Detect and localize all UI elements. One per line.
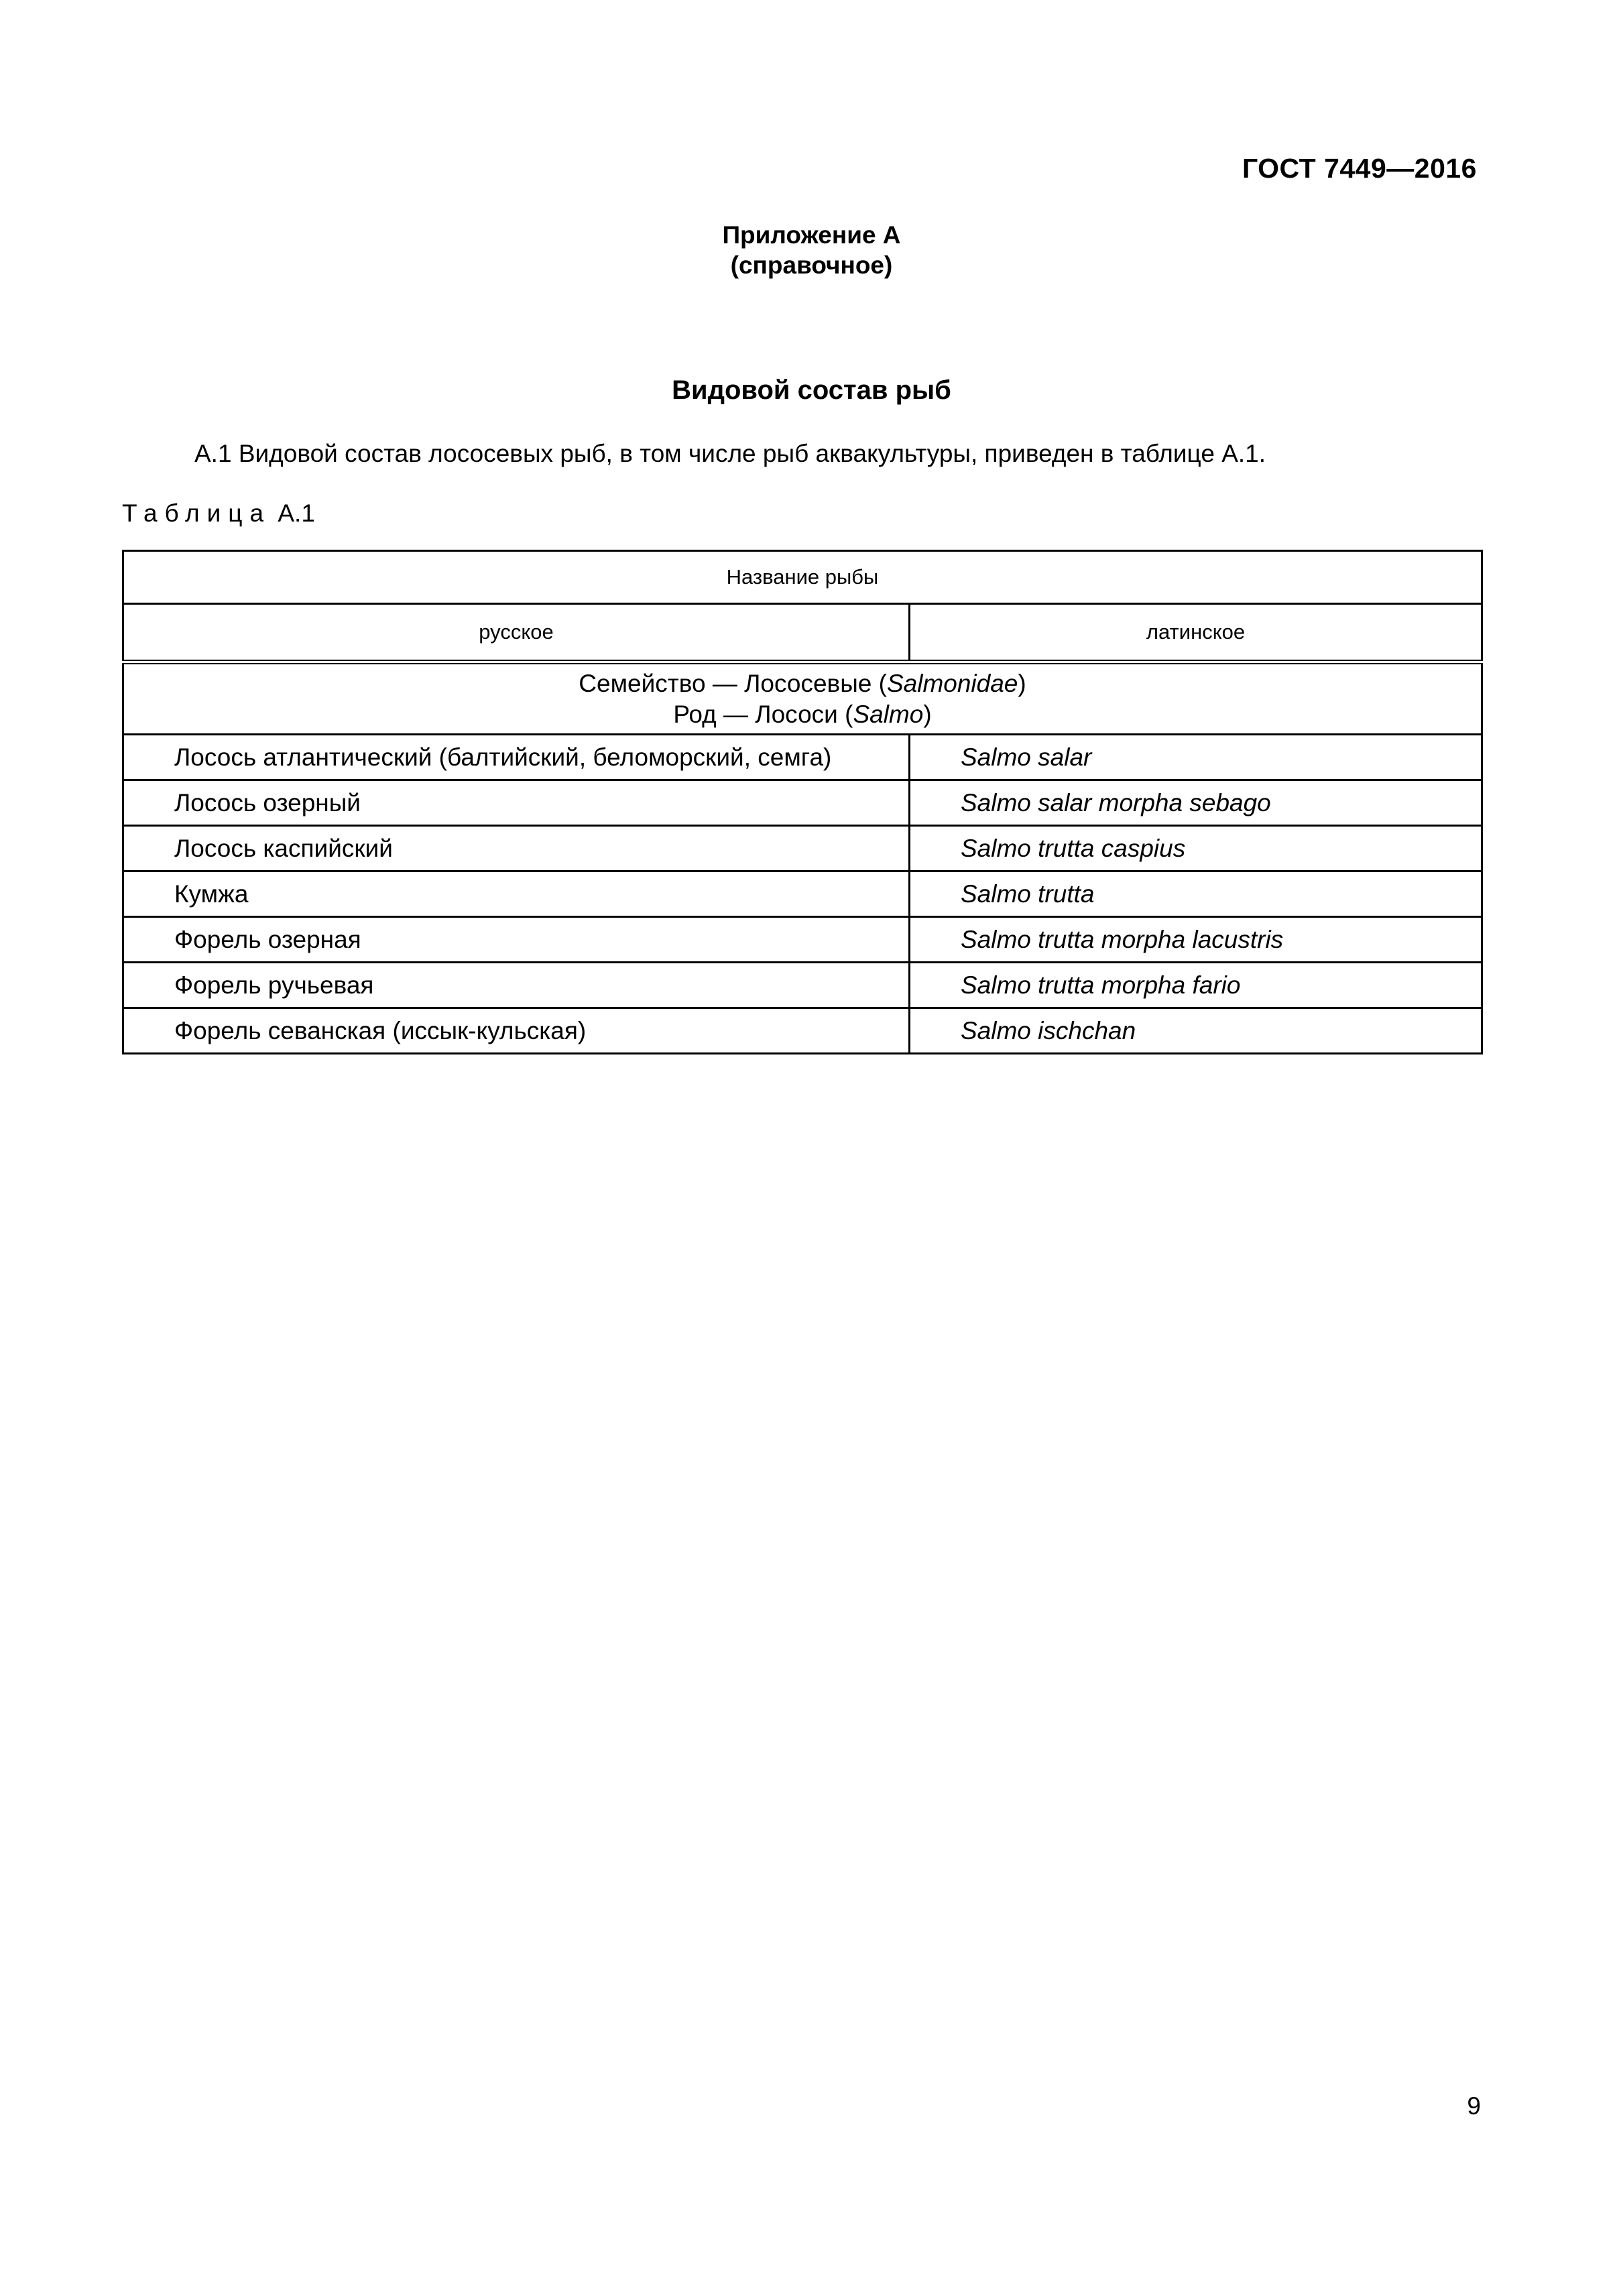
table-row: [123, 871, 1482, 917]
table-row: [123, 826, 1482, 871]
latin-name-cell: Salmo salar morpha sebago: [910, 780, 1482, 826]
column-header-russian: русское: [123, 604, 910, 662]
table-caption-number: А.1: [278, 499, 315, 527]
latin-name-cell: Salmo trutta caspius: [910, 826, 1482, 871]
table-row: [123, 963, 1482, 1008]
genus-latin: Salmo: [853, 700, 924, 728]
table-header-fish-name: Название рыбы: [123, 551, 1482, 604]
latin-name-cell: Salmo trutta morpha fario: [910, 963, 1482, 1008]
column-header-latin: латинское: [910, 604, 1482, 662]
latin-name-cell: Salmo trutta morpha lacustris: [910, 917, 1482, 963]
latin-name-cell: Salmo ischchan: [910, 1008, 1482, 1054]
latin-name-cell: Salmo salar: [910, 735, 1482, 780]
table-caption-word: Таблица: [122, 499, 272, 527]
genus-close: ): [923, 700, 932, 728]
fish-species-table: [122, 550, 1483, 1054]
genus-line: [124, 699, 1481, 730]
family-group-row: [123, 662, 1482, 735]
russian-name-cell: Лосось каспийский: [123, 826, 910, 871]
table-row: [123, 735, 1482, 780]
latin-name-cell: Salmo trutta: [910, 871, 1482, 917]
russian-name-cell: Лосось атлантический (балтийский, беломорский, семга): [123, 735, 910, 780]
family-latin: Salmonidae: [886, 669, 1018, 697]
section-title: Видовой состав рыб: [672, 375, 951, 405]
appendix-title: Приложение А: [722, 221, 901, 249]
russian-name-cell: Форель ручьевая: [123, 963, 910, 1008]
appendix-heading: [0, 220, 1623, 280]
russian-name-cell: Лосось озерный: [123, 780, 910, 826]
russian-name-cell: Форель севанская (иссык-кульская): [123, 1008, 910, 1054]
russian-name-cell: Форель озерная: [123, 917, 910, 963]
family-label: Семейство — Лососевые (: [579, 669, 887, 697]
appendix-status: (справочное): [730, 251, 893, 279]
document-code: ГОСТ 7449—2016: [1242, 153, 1477, 184]
table-row: [123, 917, 1482, 963]
family-line: [124, 668, 1481, 699]
table-row: [123, 780, 1482, 826]
table-row: [123, 1008, 1482, 1054]
family-close: ): [1018, 669, 1026, 697]
genus-label: Род — Лососи (: [673, 700, 853, 728]
intro-paragraph: А.1 Видовой состав лососевых рыб, в том числе рыб аквакультуры, приведен в таблице А.1.: [194, 440, 1266, 467]
page-number: 9: [1467, 2092, 1481, 2120]
russian-name-cell: Кумжа: [123, 871, 910, 917]
table-caption: [122, 499, 315, 528]
